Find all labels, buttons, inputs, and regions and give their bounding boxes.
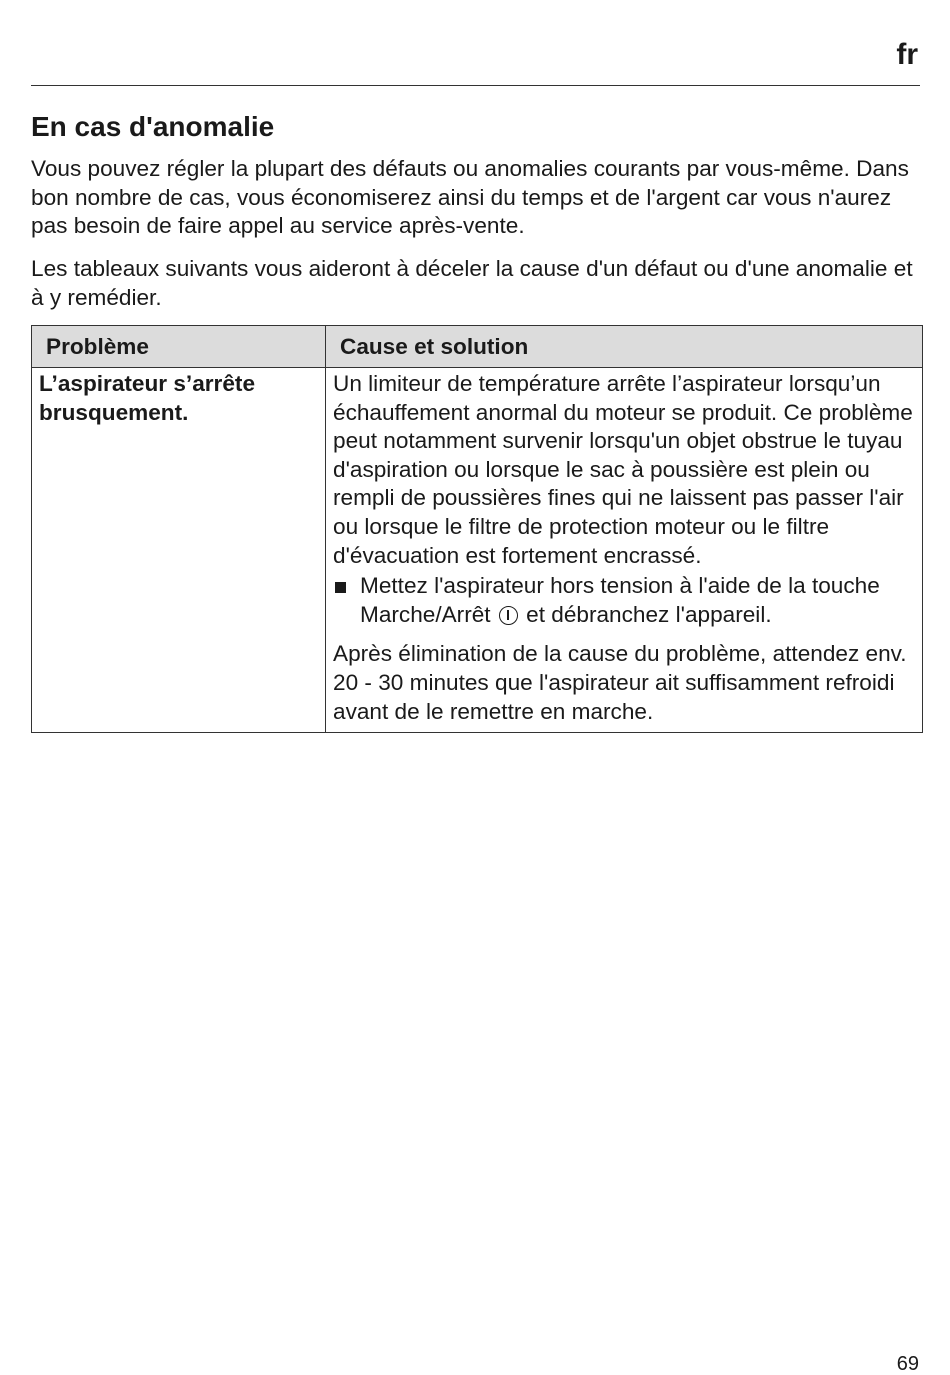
- header-divider: [31, 85, 920, 86]
- problem-cell: L’aspirateur s’arrête brusquement.: [32, 368, 326, 733]
- note-text: Après élimination de la cause du problème, attendez env. 20 - 30 minutes que l'aspirateur ait suffisamment refroidi avant de le remettre en marche.: [333, 641, 907, 724]
- action-text: [360, 572, 914, 629]
- section-title: En cas d'anomalie: [31, 111, 275, 142]
- action-step: [333, 572, 914, 629]
- power-button-icon: [499, 606, 518, 625]
- square-bullet-icon: [333, 572, 360, 629]
- column-header-cause: Cause et solution: [326, 326, 923, 368]
- page-number: 69: [896, 1353, 919, 1375]
- action-text-start: Mettez l'aspirateur hors tension à l'aide de la touche Marche/Arrêt: [360, 573, 880, 627]
- table-row: [32, 368, 923, 733]
- cause-text: Un limiteur de température arrête l’aspirateur lorsqu’un échauffement anormal du moteur se produit. Ce problème peut notamment survenir lorsqu'un objet obstrue le tuyau d'aspiration ou lorsque le sac à poussière est plein ou rempli de poussières fines qui ne laissent pas passer l'air ou lorsque le filtre de protection moteur ou le filtre d'évacuation est fortement encrassé.: [333, 371, 913, 568]
- table-header-row: [32, 326, 923, 368]
- action-text-end: et débranchez l'appareil.: [526, 601, 772, 627]
- intro-paragraph: Vous pouvez régler la plupart des défauts ou anomalies courants par vous-même. Dans bon nombre de cas, vous économiserez ainsi du temps et de l'argent car vous n'aurez pas besoin de faire appel au service après-vente.: [31, 156, 909, 239]
- column-header-problem: Problème: [32, 326, 326, 368]
- troubleshooting-table: [31, 325, 923, 733]
- language-code: fr: [896, 38, 918, 71]
- cause-solution-cell: [326, 368, 923, 733]
- intro-paragraph: Les tableaux suivants vous aideront à déceler la cause d'un défaut ou d'une anomalie et à y remédier.: [31, 256, 913, 310]
